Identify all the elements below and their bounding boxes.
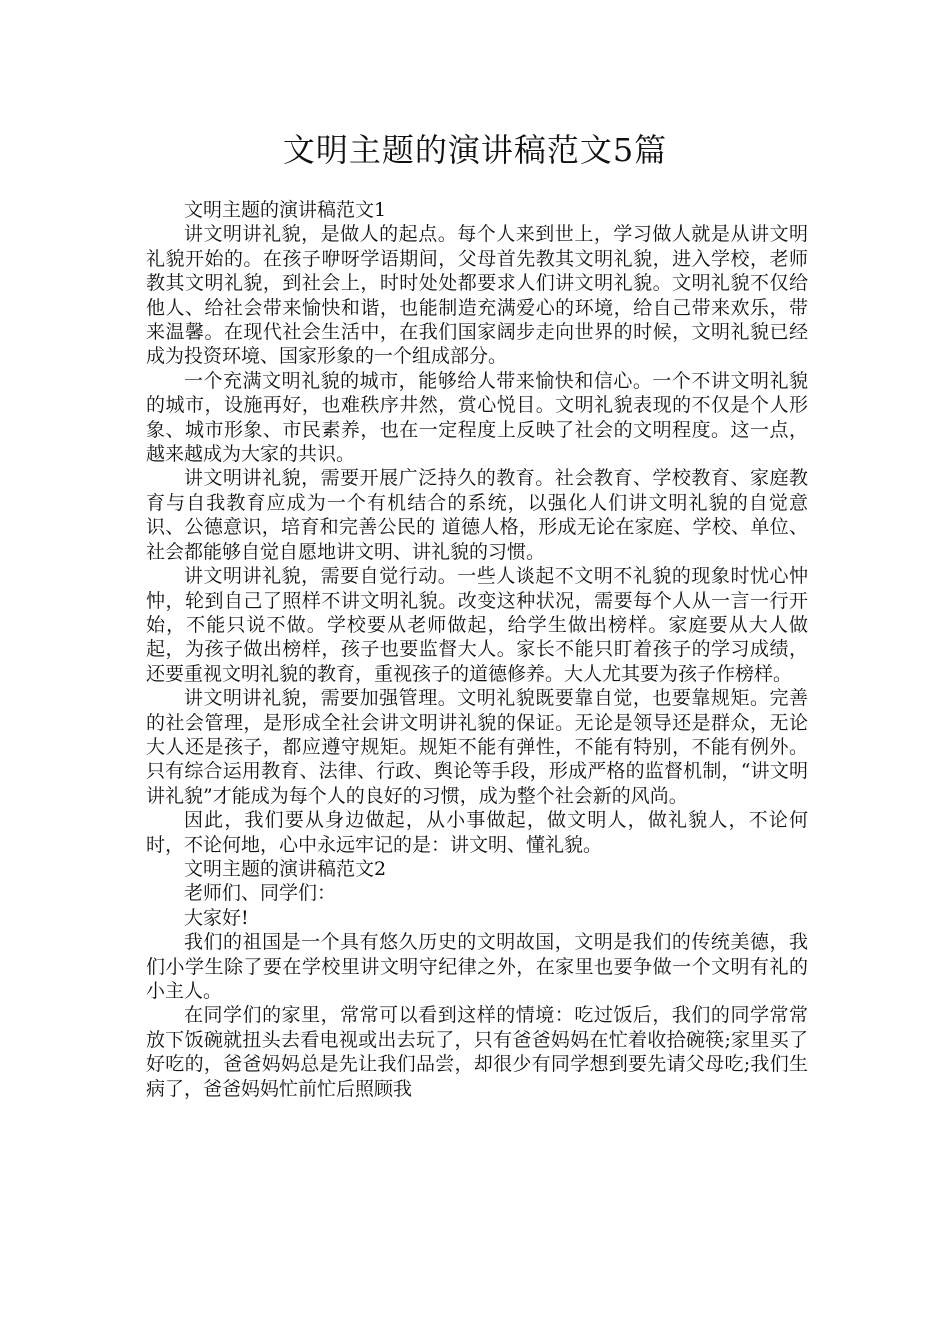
paragraph: 在同学们的家里，常常可以看到这样的情境：吃过饭后，我们的同学常常放下饭碗就扭头去看电视或出去玩了，只有爸爸妈妈在忙着收拾碗筷;家里买了好吃的，爸爸妈妈总是先让我们品尝，却很少有同学想到要先请父母吃;我们生病了，爸爸妈妈忙前忙后照顾我 <box>146 1004 808 1100</box>
paragraph: 讲文明讲礼貌，需要开展广泛持久的教育。社会教育、学校教育、家庭教育与自我教育应成为一个有机结合的系统，以强化人们讲文明礼貌的自觉意识、公德意识，培育和完善公民的 道德人格，形成无论在家庭、学校、单位、社会都能够自觉自愿地讲文明、讲礼貌的习惯。 <box>146 467 808 563</box>
section-heading-1: 文明主题的演讲稿范文1 <box>184 199 387 221</box>
document-body <box>146 198 808 1101</box>
paragraph: 一个充满文明礼貌的城市，能够给人带来愉快和信心。一个不讲文明礼貌的城市，设施再好，也难秩序井然，赏心悦目。文明礼貌表现的不仅是个人形象、城市形象、市民素养，也在一定程度上反映了社会的文明程度。这一点，越来越成为大家的共识。 <box>146 369 808 466</box>
document-title: 文明主题的演讲稿范文5篇 <box>282 131 668 169</box>
salutation: 老师们、同学们： <box>184 882 337 905</box>
paragraph: 讲文明讲礼貌，是做人的起点。每个人来到世上，学习做人就是从讲文明礼貌开始的。在孩子咿呀学语期间，父母首先教其文明礼貌，进入学校，老师教其文明礼貌，到社会上，时时处处都要求人们讲文明礼貌。文明礼貌不仅给他人、给社会带来愉快和谐，也能制造充满爱心的环境，给自己带来欢乐，带来温馨。在现代社会生活中，在我们国家阔步走向世界的时候，文明礼貌已经成为投资环境、国家形象的一个组成部分。 <box>146 223 808 368</box>
paragraph: 因此，我们要从身边做起，从小事做起，做文明人，做礼貌人，不论何时，不论何地，心中永远牢记的是：讲文明、懂礼貌。 <box>146 809 808 856</box>
paragraph: 讲文明讲礼貌，需要自觉行动。一些人谈起不文明不礼貌的现象时忧心忡忡，轮到自己了照样不讲文明礼貌。改变这种状况，需要每个人从一言一行开始，不能只说不做。学校要从老师做起，给学生做出榜样。家庭要从大人做起，为孩子做出榜样，孩子也要监督大人。家长不能只盯着孩子的学习成绩，还要重视文明礼貌的教育，重视孩子的道德修养。大人尤其要为孩子作榜样。 <box>146 565 808 685</box>
paragraph: 我们的祖国是一个具有悠久历史的文明故国，文明是我们的传统美德，我们小学生除了要在学校里讲文明守纪律之外，在家里也要争做一个文明有礼的小主人。 <box>146 931 808 1002</box>
section-heading-2: 文明主题的演讲稿范文2 <box>184 857 387 880</box>
greeting: 大家好! <box>184 906 249 929</box>
paragraph: 讲文明讲礼貌，需要加强管理。文明礼貌既要靠自觉，也要靠规矩。完善的社会管理，是形成全社会讲文明讲礼貌的保证。无论是领导还是群众，无论大人还是孩子，都应遵守规矩。规矩不能有弹性，不能有特别，不能有例外。只有综合运用教育、法律、行政、舆论等手段，形成严格的监督机制，“讲文明讲礼貌”才能成为每个人的良好的习惯，成为整个社会新的风尚。 <box>146 687 808 807</box>
